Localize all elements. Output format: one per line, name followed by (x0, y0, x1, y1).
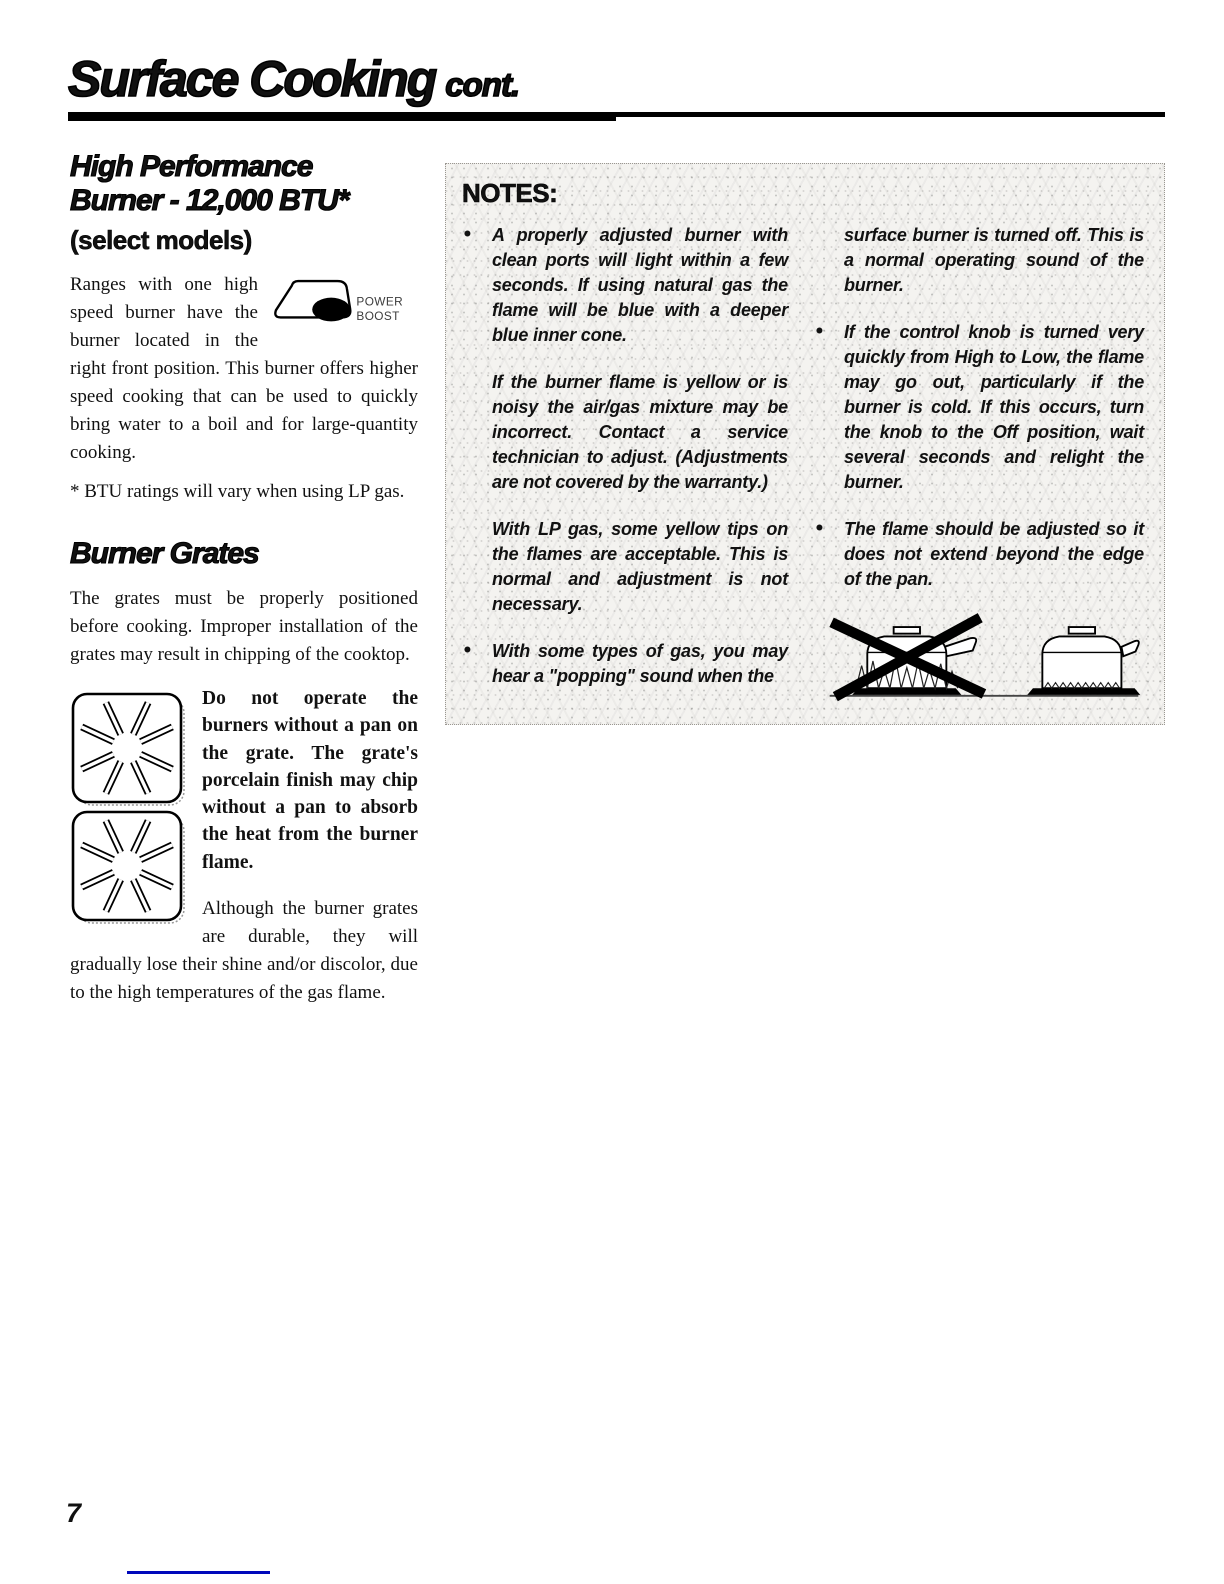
burner-grate-illustration (70, 691, 188, 927)
title-rule-thick (68, 112, 616, 121)
pan-flame-illustration (824, 606, 1144, 714)
notes-column-2 (814, 223, 1144, 714)
heading-line-2: Burner - 12,000 BTU* (70, 183, 349, 217)
grate-warning-paragraph: Do not operate the burners without a pan on the grate. The grate's porcelain finish may chip without a pan to absorb the heat from the burner flame. (202, 688, 418, 873)
note-paragraph (462, 517, 788, 617)
power-boost-label-line2: BOOST (356, 308, 400, 323)
bullet-icon: • (814, 519, 825, 539)
burner-grates-intro: The grates must be properly positioned before cooking. Improper installation of the grates may result in chipping of the cooktop. (70, 588, 418, 666)
note-paragraph (462, 370, 788, 495)
page-title-main: Surface Cooking (68, 51, 436, 107)
select-models-subheading: (select models) (70, 225, 252, 256)
bullet-icon: • (462, 225, 473, 245)
power-boost-icon (268, 275, 418, 333)
note-text: If the burner flame is yellow or is noisy the air/gas mixture may be incorrect. Contact a service technician to adjust. (Adjustments are not covered by the warranty.) (492, 372, 788, 492)
burner-grates-block (70, 685, 418, 1007)
grate-bottom (73, 812, 184, 923)
btu-footnote: * BTU ratings will vary when using LP gas. (70, 480, 405, 502)
page-number: 7 (66, 1498, 82, 1528)
notes-panel (445, 163, 1165, 725)
note-continuation (814, 223, 1144, 298)
note-text: A properly adjusted burner with clean ports will light within a few seconds. If using natural gas the flame will be blue with a deeper blue inner cone. (492, 225, 788, 345)
note-text: With LP gas, some yellow tips on the flames are acceptable. This is normal and adjustment is not necessary. (492, 519, 788, 614)
note-bullet-item (814, 517, 1144, 592)
note-bullet-item (462, 639, 788, 689)
bullet-icon: • (462, 641, 473, 661)
bullet-icon: • (814, 322, 825, 342)
note-bullet-item (462, 223, 788, 348)
page-title (68, 50, 519, 108)
note-text: With some types of gas, you may hear a "popping" sound when the (492, 641, 788, 686)
notes-heading: NOTES: (462, 178, 558, 208)
wrong-pan (832, 618, 984, 697)
bottom-blue-line (127, 1571, 270, 1574)
power-boost-label-line1: POWER (356, 294, 404, 309)
section-heading-burner-grates: Burner Grates (70, 536, 259, 570)
note-text: The flame should be adjusted so it does not extend beyond the edge of the pan. (844, 519, 1144, 589)
notes-columns (462, 223, 1144, 714)
grate-top (73, 694, 184, 805)
high-performance-body-text: Ranges with one high speed burner have the burner located in the right front position. This burner offers higher speed cooking that can be used to quickly bring water to a boil and for large-quantity cooking. (70, 274, 418, 463)
notes-column-1 (462, 223, 788, 714)
grate-body-paragraph: Although the burner grates are durable, they will gradually lose their shine and/or discolor, due to the high temperatures of the gas flame. (70, 898, 418, 1003)
title-rule-thin (616, 112, 1165, 117)
note-text: If the control knob is turned very quickly from High to Low, the flame may go out, particularly if the burner is cold. If this occurs, turn the knob to the Off position, wait several seconds and relight the burner. (844, 322, 1144, 492)
note-bullet-item (814, 320, 1144, 495)
correct-pan (1027, 627, 1140, 695)
note-text: surface burner is turned off. This is a normal operating sound of the burner. (844, 225, 1144, 295)
heading-line-1: High Performance (70, 150, 313, 183)
high-performance-paragraph (70, 271, 418, 466)
page-title-suffix: cont. (445, 66, 520, 103)
left-column (70, 150, 418, 1007)
section-heading-high-performance (70, 150, 418, 217)
